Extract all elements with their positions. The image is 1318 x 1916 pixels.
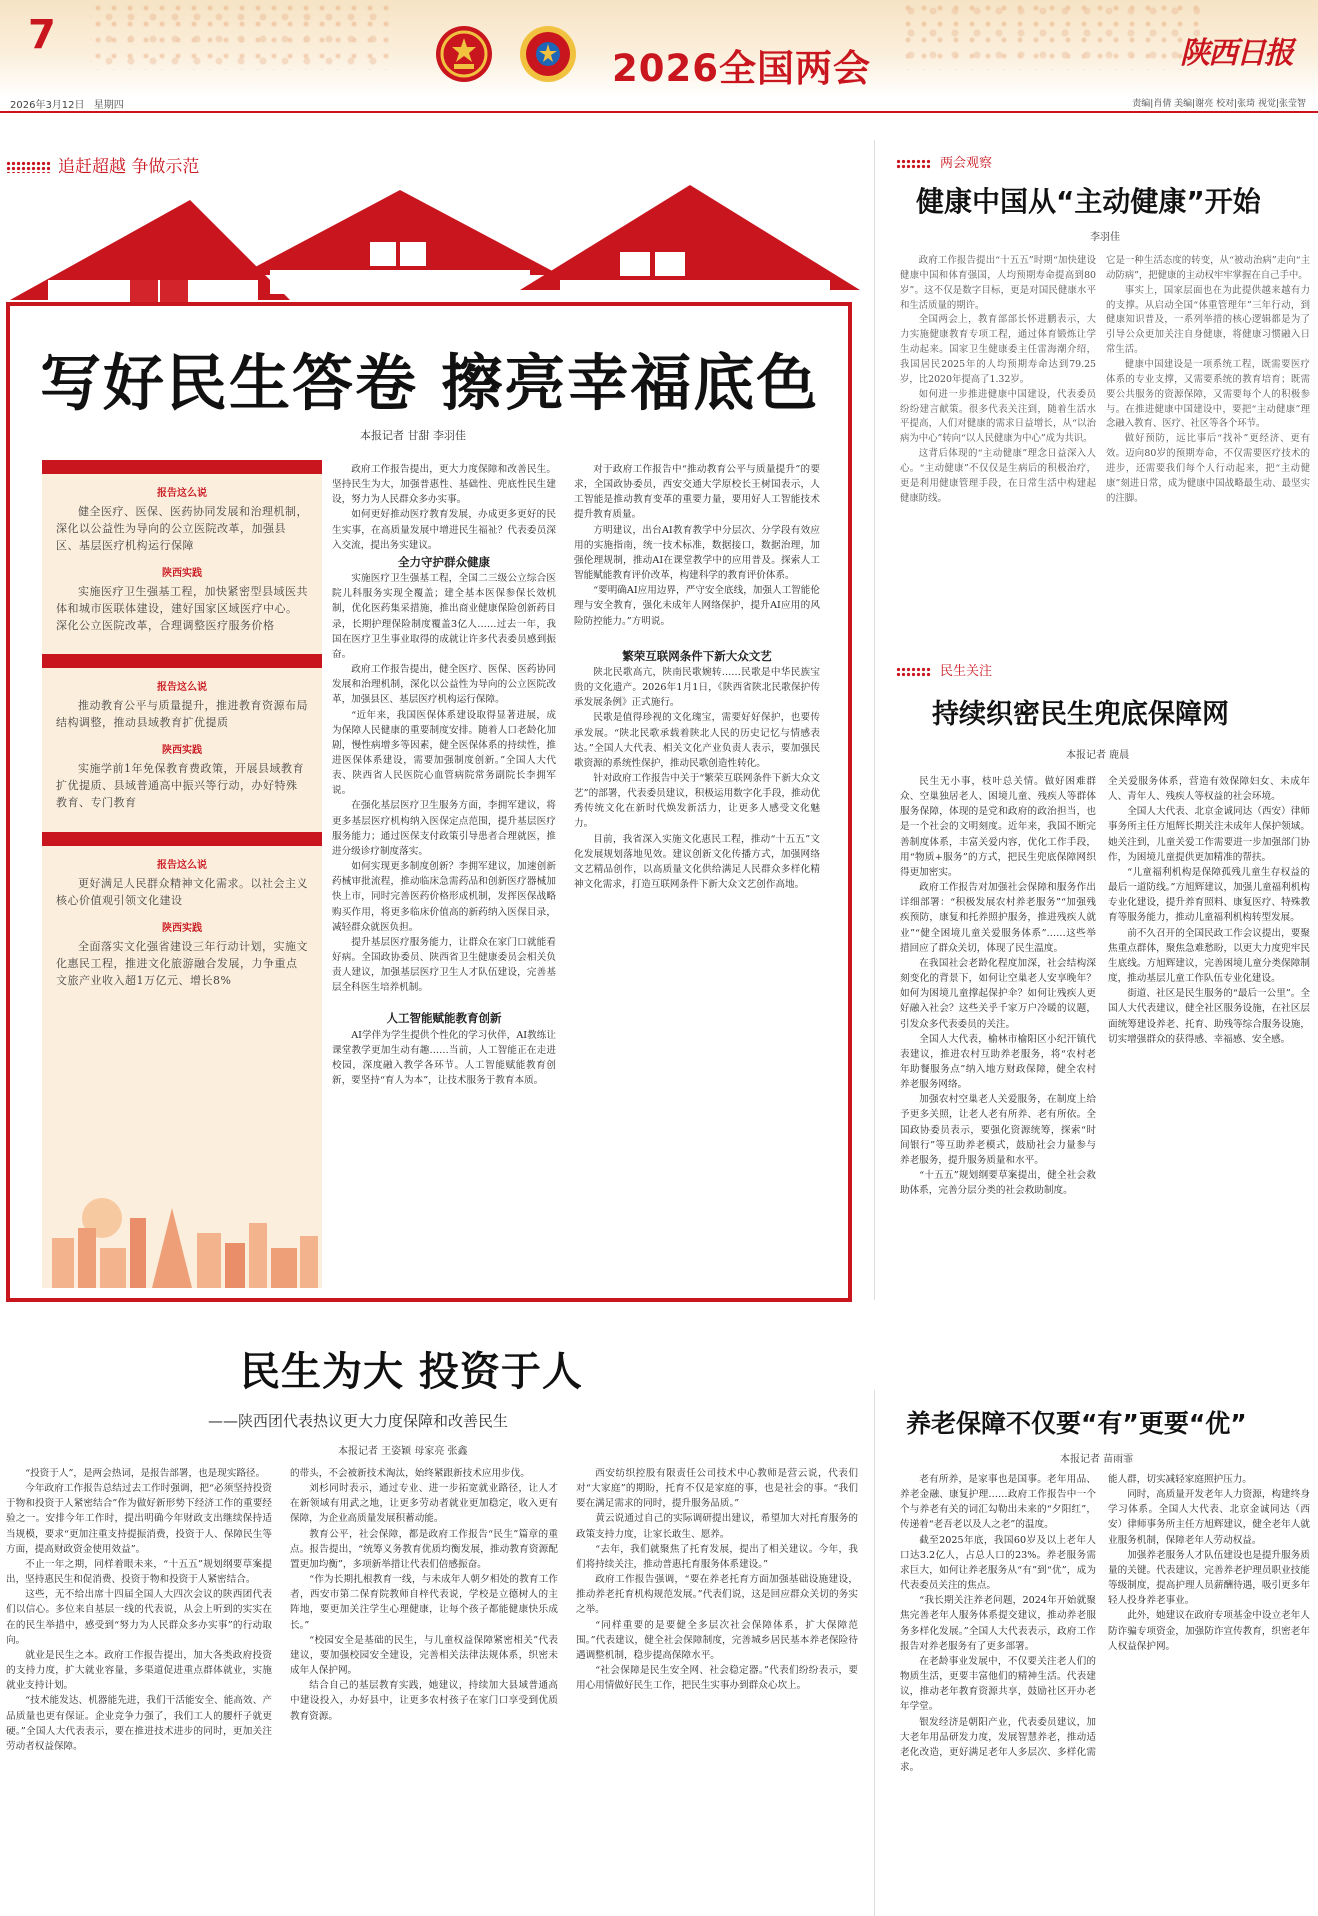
article-headline: 持续织密民生兜底保障网 <box>932 699 1229 730</box>
paragraph: “我长期关注养老问题，2024年开始就聚焦完善老年人服务体系提交建议，推动养老服务多样化发展。”全国人大代表表示，政府工作报告对养老服务有了更多部署。 <box>900 1595 1096 1652</box>
dots-icon <box>896 667 932 677</box>
decorative-pattern <box>90 0 390 70</box>
frame-bottom <box>6 1298 852 1302</box>
paragraph: “要明确AI应用边界，严守安全底线，加强人工智能伦理与安全教育，强化未成年人网络保护，提升AI应用的风险防控能力。”方明说。 <box>574 585 820 627</box>
paragraph: 实施医疗卫生强基工程，全国二三级公立综合医院儿科服务实现全覆盖；建全基本医保参保长效机制，优化医药集采措施，推出商业健康保险创新药目录，长期护理保险制度覆盖3亿人……过去一年，我国在医疗卫生事业取得的成就让许多代表委员感到振奋。 <box>332 573 556 660</box>
paragraph: “社会保障是民生安全网、社会稳定器。”代表们纷纷表示，要用心用情做好民生工作，把民生实事办到群众心坎上。 <box>576 1665 858 1692</box>
paragraph: 政府工作报告对加强社会保障和服务作出详细部署：“积极发展农村养老服务”“加强残疾预防，康复和托养照护服务，推进残疾人就业”“健全困境儿童关爱服务体系”……这些举措回应了群众关切，体现了民生温度。 <box>900 882 1096 954</box>
policy-sidebar <box>42 460 322 1288</box>
right-mid-column-1 <box>900 774 1096 1406</box>
paragraph: 在强化基层医疗卫生服务方面，李拥军建议，将更多基层医疗机构纳入医保定点范围，提升基层医疗服务能力；通过医保支付政策引导患者合理就医，推进分级诊疗制度落实。 <box>332 800 556 857</box>
paragraph: 就业是民生之本。政府工作报告提出，加大各类政府投资的支持力度，扩大就业容量，多渠道促进重点群体就业，实施就业支持计划。 <box>6 1649 272 1692</box>
kicker-livelihood: 民生关注 <box>896 660 992 679</box>
right-top-column-2 <box>1106 254 1310 630</box>
paragraph: 的带头，不会被新技术淘汰，始终紧跟新技术应用步伐。 <box>290 1468 530 1479</box>
sidebar-block-culture <box>42 832 322 989</box>
right-bot-column-1 <box>900 1472 1096 1912</box>
editor-credits: 责编|肖倩 美编|谢亮 校对|张琦 视觉|张莹智 <box>1132 99 1306 109</box>
paragraph: 街道、社区是民生服务的“最后一公里”。全国人大代表建议，健全社区服务设施，在社区层面统筹建设养老、托育、助残等综合服务设施，切实增强群众的获得感、幸福感、安全感。 <box>1108 988 1310 1045</box>
dots-icon <box>896 159 932 169</box>
paragraph: 如何更好推动医疗教育发展，办成更多更好的民生实事，在高质量发展中增进民生福祉？代表委员深入交流，提出务实建议。 <box>332 509 556 551</box>
paragraph: 不止一年之期，同样着眼未来，“十五五”规划纲要草案提出，坚持惠民生和促消费、投资于物和投资于人紧密结合。 <box>6 1558 272 1586</box>
paragraph: 做好预防，远比事后“找补”更经济、更有效。迈向80岁的预期寿命，不仅需要医疗技术的进步，还需要我们每个人行动起来，把“主动健康”刻进日常，成为健康中国战略最生动、最坚实的注脚。 <box>1106 433 1310 504</box>
paragraph: 陕北民歌高亢，陕南民歌婉转……民歌是中华民族宝贵的文化遗产。2026年1月1日，《陕西省陕北民歌保护传承发展条例》正式施行。 <box>574 666 820 709</box>
main-story-column-2 <box>574 462 820 1292</box>
bottom-story-column-1 <box>6 1466 272 1912</box>
right-bot-column-2 <box>1108 1472 1310 1912</box>
paragraph: 方明建议，出台AI教育教学中分层次、分学段有效应用的实施指南，统一技术标准，数据接口，数据治理，加强伦理规制，推动AI在课堂教学中的应用普及。探索人工智能赋能教育评价改革，构建科学的教育评价体系。 <box>574 524 820 582</box>
paragraph: 如何进一步推进健康中国建设，代表委员纷纷建言献策。很多代表关注到，随着生活水平提高，人们对健康的需求日益增长，从“以治病为中心”转向“以人民健康为中心”成为共识。 <box>900 388 1096 445</box>
sidebar-report-label: 报告这么说 <box>157 682 207 694</box>
weekday-text: 星期四 <box>93 100 124 111</box>
paragraph: 民歌是值得珍视的文化瑰宝，需要好好保护，也要传承发展。“陕北民歌承载着陕北人民的历史记忆与情感表达。”全国人大代表、相关文化产业负责人表示，要加强民歌资源的系统性保护，推动民歌创造性转化。 <box>574 712 820 769</box>
paragraph: “同样重要的是要健全多层次社会保障体系，扩大保障范围。”代表建议，健全社会保障制度，完善城乡居民基本养老保险待遇调整机制，稳步提高保障水平。 <box>576 1619 858 1661</box>
paragraph: 今年政府工作报告总结过去工作时强调，把“必须坚持投资于物和投资于人紧密结合”作为做好新形势下经济工作的重要经验之一。安排今年工作时，提出明确今年财政支出继续保持适当规模，要求“更加注重支持提振消费，投资于人、保障民生等方面，提高财政资金使用效益”。 <box>6 1483 272 1555</box>
frame-left <box>6 302 10 1302</box>
paragraph: 针对政府工作报告中关于“繁荣互联网条件下新大众文艺”的部署，代表委员建议，积极运用数字化手段，推动优秀传统文化在新时代焕发新活力，让更多人感受文化魅力。 <box>574 772 820 830</box>
paragraph: “近年来，我国医保体系建设取得显著进展，成为保障人民健康的重要制度安排。随着人口老龄化加剧，慢性病增多等因素，健全医保体系的持续性，推进医保体系建设，需要加强制度创新。”全国人大代表、陕西省人民医院心血管病院常务副院长李拥军说。 <box>332 709 556 797</box>
article-byline: 李羽佳 <box>1090 232 1120 243</box>
paragraph: 黄云说通过自己的实际调研提出建议，希望加大对托育服务的政策支持力度，让家长敢生、愿养。 <box>576 1513 858 1540</box>
sidebar-practice-text: 全面落实文化强省建设三年行动计划，实施文化惠民工程，推进文化旅游融合发展，力争重点文旅产业收入超1万亿元、增长8% <box>56 939 308 987</box>
page-number: 7 <box>28 12 56 58</box>
paragraph: 政府工作报告提出，健全医疗、医保、医药协同发展和治理机制，深化以公益性为导向的公立医院改革，加强县区、基层医疗机构运行保障。 <box>332 664 556 706</box>
paragraph: 事实上，国家层面也在为此提供越来越有力的支撑。从启动全国“体重管理年”三年行动，到健康知识普及，一系列举措的核心逻辑都是为了引导公众更加关注自身健康，将健康习惯融入日常生活。 <box>1106 284 1310 356</box>
section-label: 追赶超越 争做示范 <box>6 152 199 177</box>
column-divider <box>874 1390 875 1916</box>
paragraph: “作为长期扎根教育一线，与未成年人朝夕相处的教育工作者，西安市第二保育院教师自梓代表说，学校是立德树人的主阵地，要更加关注学生心理健康，让每个孩子都能健康快乐成长。” <box>290 1574 558 1631</box>
sidebar-practice-text: 实施学前1年免保教育费政策，开展县域教育扩优提质、县域普通高中振兴等行动，办好特殊教育、专门教育 <box>56 762 304 810</box>
sidebar-practice-label: 陕西实践 <box>162 745 202 757</box>
sidebar-report-text: 健全医疗、医保、医药协同发展和治理机制，深化以公益性为导向的公立医院改革，加强县区、基层医疗机构运行保障 <box>56 505 308 553</box>
right-top-column-1 <box>900 254 1096 630</box>
dots-icon <box>6 161 50 173</box>
paragraph: “十五五”规划纲要草案提出，健全社会救助体系，完善分层分类的社会救助制度。 <box>900 1170 1096 1197</box>
paragraph: “投资于人”，是两会热词，是报告部署，也是现实路径。 <box>25 1468 266 1479</box>
paragraph: 全国人大代表，榆林市榆阳区小纪汗镇代表建议，推进农村互助养老服务，将“农村老年助餐服务点”纳入地方财政保障，健全农村养老服务网络。 <box>900 1033 1096 1091</box>
frame-right <box>848 302 852 1302</box>
sidebar-report-label: 报告这么说 <box>157 488 207 499</box>
paragraph: 教育公平，社会保障，都是政府工作报告“民生”篇章的重点。报告提出，“统筹义务教育优质均衡发展，推动教育资源配置更加均衡”，多项新举措让代表们倍感振奋。 <box>290 1528 558 1570</box>
national-emblem-icon <box>434 24 494 84</box>
city-skyline-illustration <box>42 1178 322 1288</box>
bottom-story-column-2 <box>290 1466 558 1912</box>
paragraph: 加强农村空巢老人关爱服务，在制度上给予更多关照，让老人老有所养、老有所依。全国政协委员表示，要强化资源统筹，探索“时间银行”等互助养老模式，鼓励社会力量参与养老服务，提升服务质量和水平。 <box>900 1094 1096 1166</box>
paragraph: 刘杉同时表示，通过专业、进一步拓宽就业路径，让人才在新领域有用武之地，让更多劳动者就业更加稳定，收入更有保障，为企业高质量发展积蓄动能。 <box>290 1483 558 1525</box>
main-headline: 写好民生答卷 擦亮幸福底色 <box>40 348 820 419</box>
sidebar-header <box>42 460 322 474</box>
sidebar-report-text: 推动教育公平与质量提升，推进教育资源布局结构调整，推动县域教育扩优提质 <box>56 699 308 730</box>
paragraph: 目前，我省深入实施文化惠民工程，推动“十五五”文化发展规划落地见效。建议创新文化传播方式，加强网络文艺精品创作，以高质量文化供给满足人民群众多样化精神文化需求，打造互联网条件下新大众文艺创作高地。 <box>574 833 820 891</box>
bottom-headline: 民生为大 投资于人 <box>240 1349 583 1395</box>
paragraph: 西安纺织控股有限责任公司技术中心教师是营云说，代表们对“大家庭”的期盼，托育不仅是家庭的事，也是社会的事。“我们要在满足需求的同时，提升服务品质。” <box>576 1468 858 1510</box>
paragraph: 对于政府工作报告中“推动教育公平与质量提升”的要求，全国政协委员，西安交通大学原校长王树国表示，人工智能是推动教育变革的重要力量，要用好人工智能技术提升教育质量。 <box>574 464 820 521</box>
article-byline: 本报记者 苗雨霏 <box>1060 1454 1134 1465</box>
issue-date <box>10 96 124 111</box>
main-story-column-1 <box>332 462 556 1292</box>
paragraph: 银发经济是朝阳产业，代表委员建议，加大老年用品研发力度，发展智慧养老，推动适老化改造，更好满足老年人多层次、多样化需求。 <box>900 1716 1096 1773</box>
sidebar-practice-text: 实施医疗卫生强基工程，加快紧密型县域医共体和城市医联体建设，建好国家区域医疗中心。深化公立医院改革，合理调整医疗服务价格 <box>56 585 308 633</box>
masthead <box>0 0 1318 111</box>
cppcc-emblem-icon <box>518 24 578 84</box>
paragraph: 前不久召开的全国民政工作会议提出，要聚焦重点群体，聚焦急难愁盼，以更大力度兜牢民生底线。方旭辉建议，完善困境儿童分类保障制度，推动基层儿童工作队伍专业化建设。 <box>1108 927 1310 985</box>
bottom-subhead: ——陕西团代表热议更大力度保障和改善民生 <box>208 1412 509 1430</box>
paragraph: AI学伴为学生提供个性化的学习伙伴，AI教练让课堂教学更加生动有趣……当前，人工智能正在走进校园，深度融入教学各环节。人工智能赋能教育创新，要坚持“育人为本”，让技术服务于教育本质。 <box>332 1029 556 1087</box>
paragraph: 能人群，切实减轻家庭照护压力。 <box>1108 1474 1252 1485</box>
masthead-divider <box>0 111 1318 113</box>
sidebar-block-health <box>42 460 322 634</box>
paragraph: 全国人大代表、北京金诚同达（西安）律师事务所主任方旭辉长期关注未成年人保护领域。她关注到，儿童关爱工作需要进一步加强部门协作，为困境儿童提供更加精准的帮扶。 <box>1108 806 1310 863</box>
paragraph: 这背后体现的“主动健康”理念日益深入人心。“主动健康”不仅仅是生病后的积极治疗，更是利用健康管理手段，在日常生活中构建起健康防线。 <box>900 448 1096 504</box>
paragraph: 全国两会上，教育部部长怀进鹏表示，大力实施健康教育专项工程，通过体育锻炼让学生动起来。国家卫生健康委主任雷海潮介绍，我国居民2025年的人均预期寿命达到79.25岁，比2020年提高了1.32岁。 <box>900 314 1096 385</box>
sidebar-header <box>42 832 322 846</box>
sidebar-report-label: 报告这么说 <box>157 859 207 871</box>
paragraph: 截至2025年底，我国60岁及以上老年人口达3.2亿人，占总人口的23%。养老服务需求巨大，如何让养老服务从“有”到“优”，成为代表委员关注的焦点。 <box>900 1534 1096 1592</box>
main-byline: 本报记者 甘甜 李羽佳 <box>360 429 466 442</box>
article-byline: 本报记者 鹿晨 <box>1066 750 1130 761</box>
paragraph: 这些，无不给出席十四届全国人大四次会议的陕西团代表们以信心。多位来自基层一线的代表说，从会上听到的实实在在的民生举措中，感受到“努力为人民群众多办实事”的行动取向。 <box>6 1589 272 1646</box>
paragraph: “技术能发达、机器能先进，我们干活能安全、能高效、产品质量也更有保证。企业竞争力强了，我们工人的腰杆子就更硬。”全国人大代表表示，要在推进技术进步的同时，更加关注劳动者权益保障。 <box>6 1695 272 1752</box>
paragraph: 提升基层医疗服务能力，让群众在家门口就能看好病。全国政协委员、陕西省卫生健康委员会相关负责人建议，加强基层医疗卫生人才队伍建设，完善基层全科医生培养机制。 <box>332 936 556 994</box>
section-banner-title: 2026全国两会 <box>612 47 871 90</box>
paragraph: 此外，她建议在政府专项基金中设立老年人防诈骗专项资金，加强防诈宣传教育，织密老年人权益保护网。 <box>1108 1610 1310 1652</box>
paragraph: 老有所养，是家事也是国事。老年用品、养老金融、康复护理……政府工作报告中一个个与养老有关的词汇勾勒出未来的“夕阳红”，传递着“老吾老以及人之老”的温度。 <box>900 1474 1096 1531</box>
paragraph: 加强养老服务人才队伍建设也是提升服务质量的关键。代表建议，完善养老护理员职业技能等级制度，提高护理人员薪酬待遇，吸引更多年轻人投身养老事业。 <box>1108 1549 1310 1607</box>
date-text: 2026年3月12日 <box>10 100 85 111</box>
house-frame-illustration <box>0 180 860 315</box>
subheading: 繁荣互联网条件下新大众文艺 <box>622 648 772 663</box>
paragraph: 民生无小事，枝叶总关情。做好困难群众、空巢独居老人、困境儿童、残疾人等群体服务保障，体现的是党和政府的政治担当，也是一个社会的文明刻度。近年来，我国不断完善制度体系，丰富关爱内容，优化工作手段，用“物质+服务”的方式，把民生兜底保障网织得更加密实。 <box>900 776 1096 878</box>
bottom-story-column-3 <box>576 1466 858 1912</box>
subheading: 全力守护群众健康 <box>398 554 490 569</box>
paragraph: 同时，高质量开发老年人力资源，构建终身学习体系。全国人大代表、北京金诚同达（西安）律师事务所主任方旭辉建议，健全老年人就业服务机制，保障老年人劳动权益。 <box>1108 1489 1310 1546</box>
sidebar-practice-label: 陕西实践 <box>162 568 202 580</box>
sidebar-header <box>42 654 322 668</box>
paragraph: “校园安全是基础的民生，与儿童权益保障紧密相关”代表建议，要加强校园安全建设，完善相关法律法规体系，织密未成年人保护网。 <box>290 1634 558 1677</box>
paragraph: 政府工作报告强调，“要在养老托育方面加强基础设施建设，推动养老托育机构规范发展。”代表们说，这是回应群众关切的务实之举。 <box>576 1574 858 1616</box>
sidebar-practice-label: 陕西实践 <box>162 922 202 934</box>
kicker-observation: 两会观察 <box>896 152 992 171</box>
paragraph: 政府工作报告提出“十五五”时期“加快建设健康中国和体育强国，人均预期寿命提高到80岁”。这不仅是数字目标，更是对国民健康水平和生活质量的期许。 <box>900 255 1096 311</box>
paragraph: 健康中国建设是一项系统工程，既需要医疗体系的专业支撑，又需要系统的教育培育；既需要公共服务的资源保障，又需要每个人的积极参与。在推进健康中国建设中，要把“主动健康”理念融入教育、医疗、社区等各个环节。 <box>1106 359 1310 430</box>
subheading: 人工智能赋能教育创新 <box>386 1011 502 1026</box>
paragraph: 在老龄事业发展中，不仅要关注老人们的物质生活，更要丰富他们的精神生活。代表建议，推动老年教育资源共享，鼓励社区开办老年学堂。 <box>900 1655 1096 1713</box>
bottom-byline: 本报记者 王姿颖 母家亮 张鑫 <box>338 1446 468 1457</box>
column-divider <box>874 140 875 1300</box>
article-headline: 养老保障不仅要“有”更要“优” <box>906 1409 1247 1438</box>
paragraph: 在我国社会老龄化程度加深，社会结构深刻变化的背景下，如何让空巢老人安享晚年？如何为困境儿童撑起保护伞？如何让残疾人更好融入社会？这些关乎千家万户冷暖的议题，引发众多代表委员的关注。 <box>900 957 1096 1030</box>
paragraph: “去年，我们就聚焦了托育发展，提出了相关建议。今年，我们将持续关注，推动普惠托育服务体系建设。” <box>576 1543 858 1570</box>
decorative-pattern <box>900 0 1200 70</box>
sidebar-report-text: 更好满足人民群众精神文化需求。以社会主义核心价值观引领文化建设 <box>56 876 308 907</box>
paragraph: 结合自己的基层教育实践，她建议，持续加大县域普通高中建设投入，办好县中，让更多农村孩子在家门口享受到优质教育资源。 <box>290 1680 558 1722</box>
paper-logo: 陕西日报 <box>1180 36 1292 71</box>
paragraph: 政府工作报告提出，更大力度保障和改善民生。坚持民生为大，加强普惠性、基础性、兜底性民生建设，努力为人民群众多办实事。 <box>332 464 556 506</box>
paragraph: “儿童福利机构是保障孤残儿童生存权益的最后一道防线。”方旭辉建议，加强儿童福利机构专业化建设，提升养育照料、康复医疗、特殊教育等服务能力，推动儿童福利机构转型发展。 <box>1108 866 1310 924</box>
article-headline: 健康中国从“主动健康”开始 <box>916 185 1261 218</box>
paragraph: 它是一种生活态度的转变，从“被动治病”走向“主动防病”，把健康的主动权牢牢掌握在自己手中。 <box>1106 255 1310 281</box>
paragraph: 如何实现更多制度创新？李拥军建议，加速创新药械审批流程，推动临床急需药品和创新医疗器械加快上市，同时完善医药价格形成机制，发挥医保战略购买作用，将更多临床价值高的新药纳入医保目录，减轻群众就医负担。 <box>332 861 556 933</box>
sidebar-block-education <box>42 654 322 811</box>
paragraph: 全关爱服务体系，营造有效保障妇女、未成年人、青年人、残疾人等权益的社会环境。 <box>1108 776 1310 803</box>
right-mid-column-2 <box>1108 774 1310 1406</box>
